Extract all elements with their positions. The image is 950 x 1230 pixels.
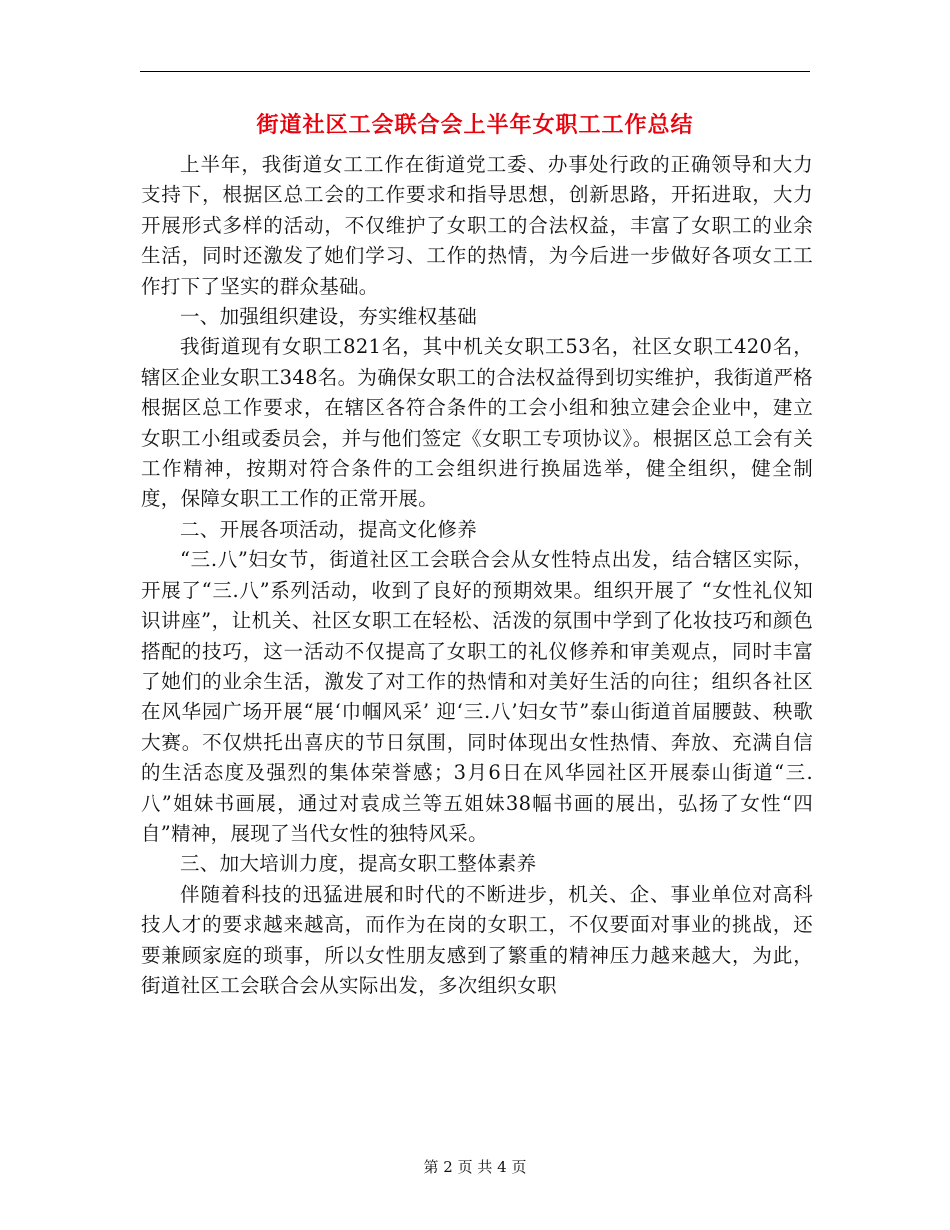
section-heading-3: 三、加大培训力度，提高女职工整体素养 [180,852,537,876]
page-number-footer: 第 2 页 共 4 页 [423,1158,527,1176]
paragraph-intro: 上半年，我街道女工工作在街道党工委、办事处行政的正确领导和大力支持下，根据区总工会的工作要求和指导思想，创新思路，开拓进取，大力开展形式多样的活动，不仅维护了女职工的合法权益，丰富了女职工的业余生活，同时还激发了她们学习、工作的热情，为今后进一步做好各项女工工作打下了坚实的群众基础。 [141,153,813,298]
paragraph-section-1: 我街道现有女职工821名，其中机关女职工53名，社区女职工420名，辖区企业女职工348名。为确保女职工的合法权益得到切实维护，我街道严格根据区总工作要求，在辖区各符合条件的工会小组和独立建会企业中，建立女职工小组或委员会，并与他们签定《女职工专项协议》。根据区总工会有关工作精神，按期对符合条件的工会组织进行换届选举，健全组织，健全制度，保障女职工工作的正常开展。 [141,335,813,511]
section-heading-2: 二、开展各项活动，提高文化修养 [180,517,478,541]
paragraph-section-3: 伴随着科技的迅猛进展和时代的不断进步，机关、企、事业单位对高科技人才的要求越来越高，而作为在岗的女职工，不仅要面对事业的挑战，还要兼顾家庭的琐事，所以女性朋友感到了繁重的精神压力越来越大，为此，街道社区工会联合会从实际出发，多次组织女职 [141,882,813,997]
header-rule [140,71,810,72]
document-body [141,150,813,1001]
paragraph-section-2: “三.八”妇女节，街道社区工会联合会从女性特点出发，结合辖区实际，开展了“三.八”系列活动，收到了良好的预期效果。组织开展了 “女性礼仪知识讲座”，让机关、社区女职工在轻松、活泼的氛围中学到了化妆技巧和颜色搭配的技巧，这一活动不仅提高了女职工的礼仪修养和审美观点，同时丰富了她们的业余生活，激发了对工作的热情和对美好生活的向往；组织各社区在风华园广场开展“展‘巾帼风采’ 迎‘三.八’妇女节”泰山街道首届腰鼓、秧歌大赛。不仅烘托出喜庆的节日氛围，同时体现出女性热情、奔放、充满自信的生活态度及强烈的集体荣誉感；3月6日在风华园社区开展泰山街道“三.八”姐妹书画展，通过对袁成兰等五姐妹38幅书画的展出，弘扬了女性“四自”精神，展现了当代女性的独特风采。 [141,548,813,845]
section-heading-1: 一、加强组织建设，夯实维权基础 [180,305,478,329]
document-title: 街道社区工会联合会上半年女职工工作总结 [256,112,694,138]
